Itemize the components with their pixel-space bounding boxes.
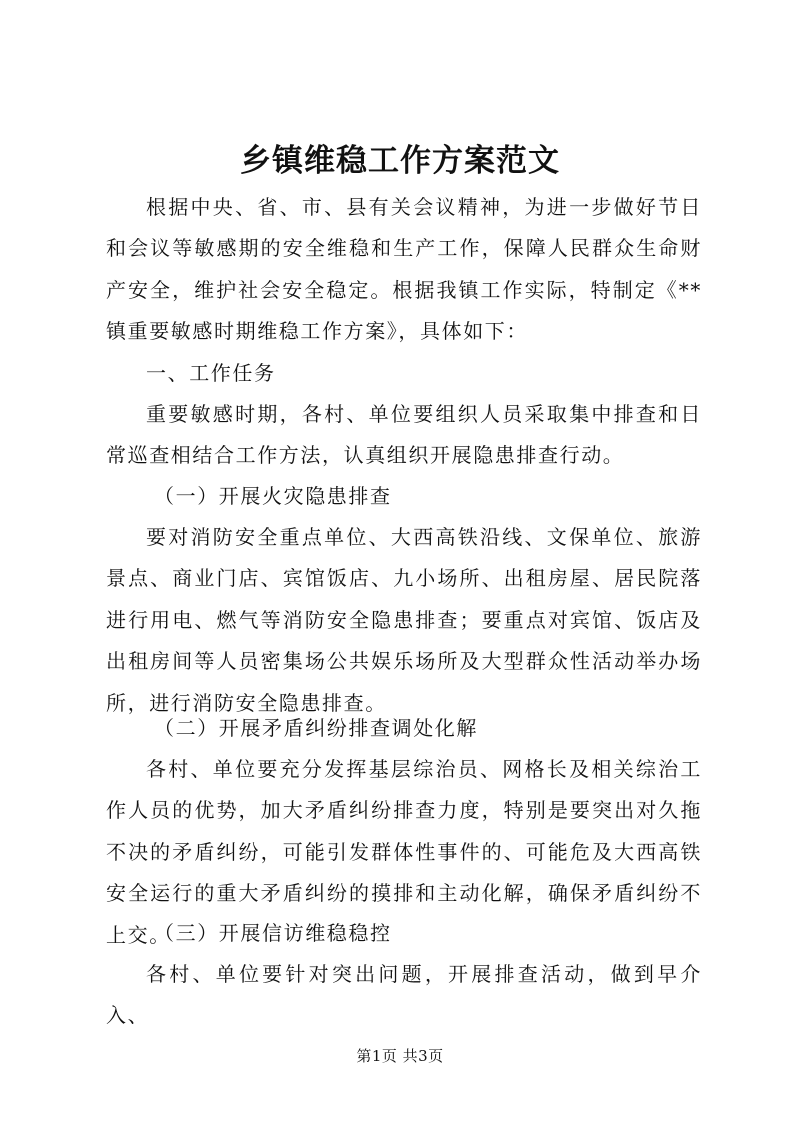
subsection-paragraph-fire-hazard: 要对消防安全重点单位、大西高铁沿线、文保单位、旅游景点、商业门店、宾馆饭店、九小场所、出租房屋、居民院落进行用电、燃气等消防安全隐患排查；要重点对宾馆、饭店及出租房间等人员密集场公共娱乐场所及大型群众性活动举办场所，进行消防安全隐患排查。 <box>106 525 702 715</box>
subsection-paragraph-dispute-resolution: 各村、单位要充分发挥基层综治员、网格长及相关综治工作人员的优势，加大矛盾纠纷排查力度，特别是要突出对久拖不决的矛盾纠纷，可能引发群体性事件的、可能危及大西高铁安全运行的重大矛盾纠纷的摸排和主动化解，确保矛盾纠纷不上交。 <box>106 757 702 947</box>
subsection-paragraph-petition-stability: 各村、单位要针对突出问题，开展排查活动，做到早介入、 <box>106 962 702 1028</box>
subsection-heading-petition-stability: （三）开展信访维稳稳控 <box>154 921 392 945</box>
section-paragraph-work-tasks: 重要敏感时期，各村、单位要组织人员采取集中排查和日常巡查相结合工作方法，认真组织开展隐患排查行动。 <box>106 402 702 468</box>
subsection-heading-dispute-resolution: （二）开展矛盾纠纷排查调处化解 <box>154 716 478 740</box>
document-title: 乡镇维稳工作方案范文 <box>240 143 560 179</box>
page-footer: 第1页 共3页 <box>356 1047 444 1065</box>
section-heading-work-tasks: 一、工作任务 <box>146 361 276 385</box>
subsection-heading-fire-hazard: （一）开展火灾隐患排查 <box>154 484 392 508</box>
intro-paragraph: 根据中央、省、市、县有关会议精神，为进一步做好节日和会议等敏感期的安全维稳和生产工作，保障人民群众生命财产安全，维护社会安全稳定。根据我镇工作实际，特制定《**镇重要敏感时期维稳工作方案》，具体如下： <box>106 195 702 344</box>
